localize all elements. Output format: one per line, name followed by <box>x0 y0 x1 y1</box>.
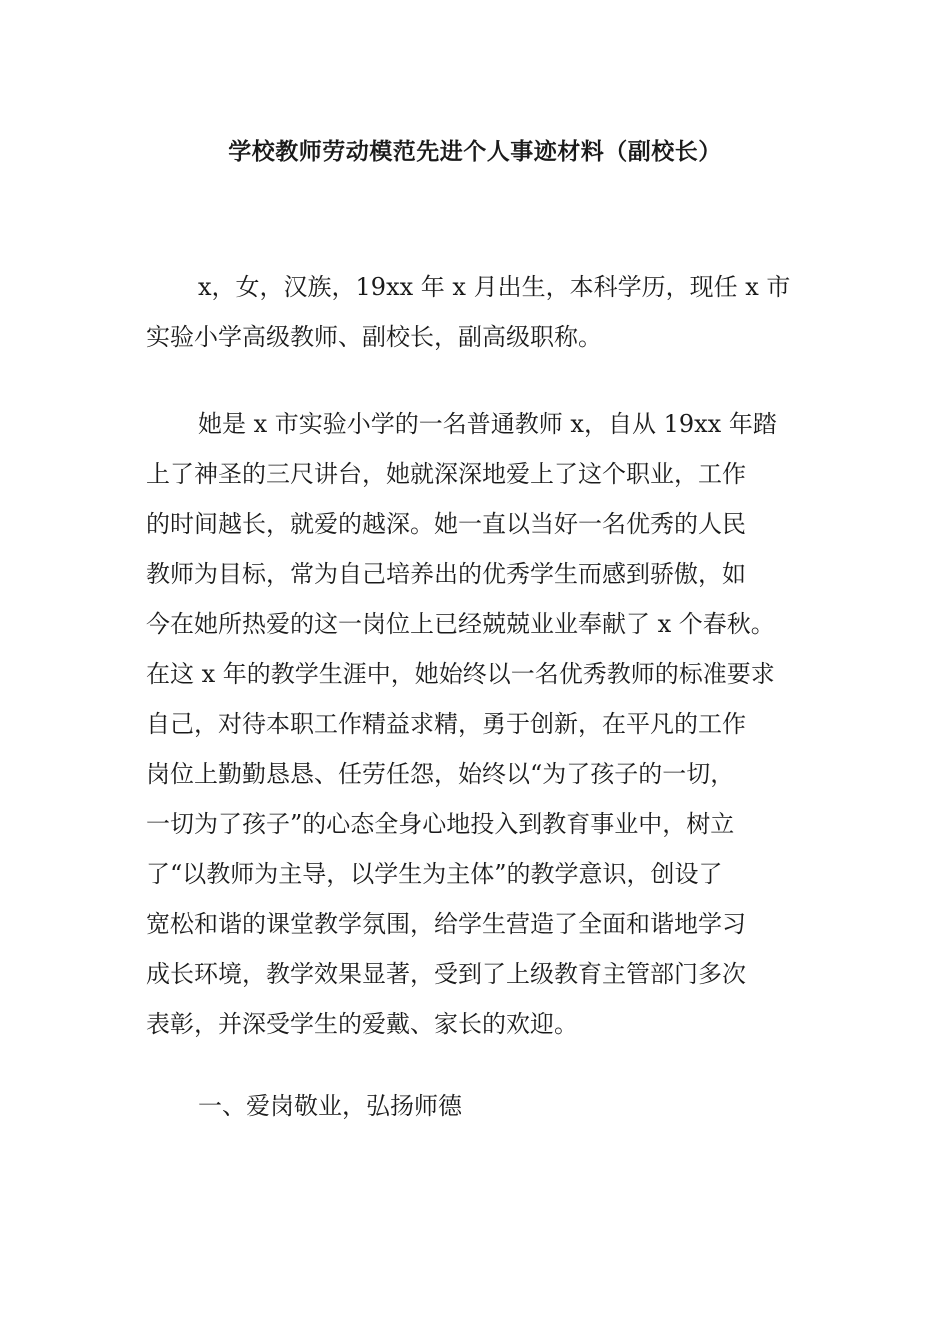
paragraph-line: 岗位上勤勤恳恳、任劳任怨，始终以“为了孩子的一切， <box>146 760 735 788</box>
paragraph-profile <box>146 399 810 1049</box>
paragraph-line: 成长环境，教学效果显著，受到了上级教育主管部门多次 <box>146 960 746 988</box>
section-heading <box>146 1081 810 1131</box>
paragraph-line: 上了神圣的三尺讲台，她就深深地爱上了这个职业，工作 <box>146 460 746 488</box>
paragraph-line: 宽松和谐的课堂教学氛围，给学生营造了全面和谐地学习 <box>146 910 746 938</box>
paragraph-line: 自己，对待本职工作精益求精，勇于创新，在平凡的工作 <box>146 710 746 738</box>
document-title: 学校教师劳动模范先进个人事迹材料（副校长） <box>228 138 722 165</box>
paragraph-line: 一切为了孩子”的心态全身心地投入到教育事业中，树立 <box>146 810 735 838</box>
section-heading-text: 一、爱岗敬业，弘扬师德 <box>198 1092 462 1120</box>
paragraph-line: 实验小学高级教师、副校长，副高级职称。 <box>146 323 602 351</box>
paragraph-intro <box>146 262 810 362</box>
paragraph-line: 在这 x 年的教学生涯中，她始终以一名优秀教师的标准要求 <box>146 660 775 688</box>
paragraph-line: x，女，汉族，19xx 年 x 月出生，本科学历，现任 x 市 <box>198 273 791 301</box>
paragraph-line: 教师为目标，常为自己培养出的优秀学生而感到骄傲，如 <box>146 560 746 588</box>
paragraph-line: 了“以教师为主导，以学生为主体”的教学意识，创设了 <box>146 860 723 888</box>
paragraph-line: 今在她所热爱的这一岗位上已经兢兢业业奉献了 x 个春秋。 <box>146 610 775 638</box>
paragraph-line: 的时间越长，就爱的越深。她一直以当好一名优秀的人民 <box>146 510 746 538</box>
paragraph-line: 表彰，并深受学生的爱戴、家长的欢迎。 <box>146 1010 578 1038</box>
paragraph-line: 她是 x 市实验小学的一名普通教师 x，自从 19xx 年踏 <box>198 410 777 438</box>
